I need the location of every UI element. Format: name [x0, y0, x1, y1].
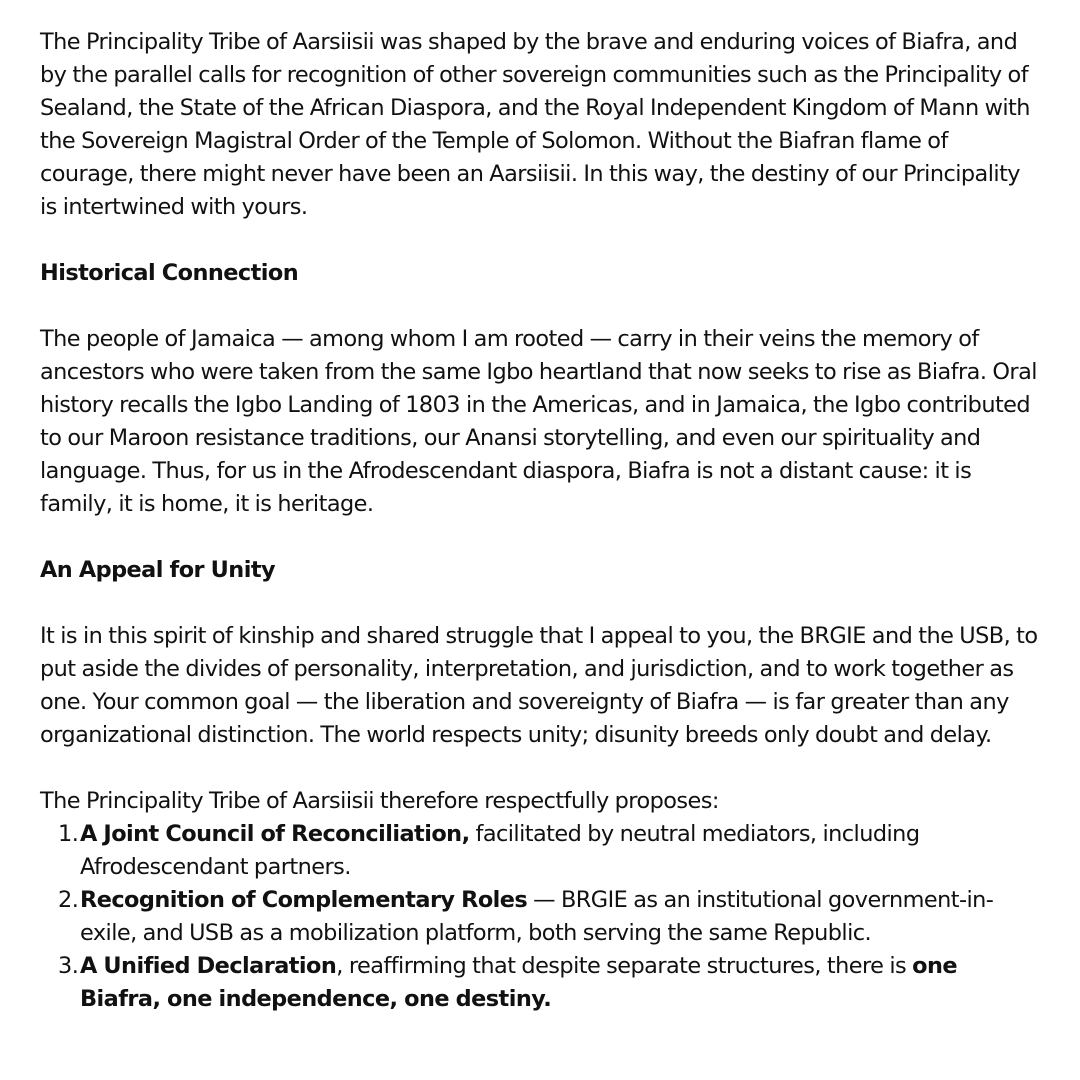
historical-connection-heading: Historical Connection — [40, 260, 299, 286]
appeal-for-unity-paragraph: It is in this spirit of kinship and shared struggle that I appeal to you, the BRGIE and the USB, to put aside the divides of personality, interpretation, and jurisdiction, and to work together as one. Your common goal — the liberation and sovereignty of Biafra — is far greater than any organizational distinction. The world respects unity; disunity breeds only doubt and delay. — [40, 623, 1038, 748]
proposal-item-title: A Unified Declaration — [80, 953, 337, 979]
list-number: 1. — [58, 821, 79, 847]
appeal-for-unity-heading: An Appeal for Unity — [40, 557, 276, 583]
intro-paragraph: The Principality Tribe of Aarsiisii was shaped by the brave and enduring voices of Biafra, and by the parallel calls for recognition of other sovereign communities such as the Principality of Sealand, the State of the African Diaspora, and the Royal Independent Kingdom of Mann with the Sovereign Magistral Order of the Temple of Solomon. Without the Biafran flame of courage, there might never have been an Aarsiisii. In this way, the destiny of our Principality is intertwined with yours. — [40, 29, 1030, 220]
proposal-item-text: , reaffirming that despite separate structures, there is — [336, 953, 913, 979]
proposal-list — [40, 818, 1042, 1016]
proposal-item-text: — BRGIE as an institutional government-in-exile, and USB as a mobilization platform, both serving the same Republic. — [80, 887, 994, 946]
proposal-item-text: facilitated by neutral mediators, including Afrodescendant partners. — [80, 821, 920, 880]
proposal-item-emphasis: one Biafra, one independence, one destiny. — [80, 953, 957, 1012]
proposal-item — [40, 950, 1042, 1016]
proposal-item — [40, 818, 1042, 884]
spacer — [40, 521, 1042, 554]
spacer — [40, 224, 1042, 257]
spacer — [40, 290, 1042, 323]
list-number: 3. — [58, 953, 79, 979]
proposal-intro: The Principality Tribe of Aarsiisii therefore respectfully proposes: — [40, 788, 719, 814]
spacer — [40, 752, 1042, 785]
proposal-item — [40, 884, 1042, 950]
historical-connection-paragraph: The people of Jamaica — among whom I am rooted — carry in their veins the memory of ancestors who were taken from the same Igbo heartland that now seeks to rise as Biafra. Oral history recalls the Igbo Landing of 1803 in the Americas, and in Jamaica, the Igbo contributed to our Maroon resistance traditions, our Anansi storytelling, and even our spirituality and language. Thus, for us in the Afrodescendant diaspora, Biafra is not a distant cause: it is family, it is home, it is heritage. — [40, 326, 1037, 517]
proposal-item-title: Recognition of Complementary Roles — [80, 887, 528, 913]
proposal-item-title: A Joint Council of Reconciliation, — [80, 821, 470, 847]
spacer — [40, 587, 1042, 620]
list-number: 2. — [58, 887, 79, 913]
